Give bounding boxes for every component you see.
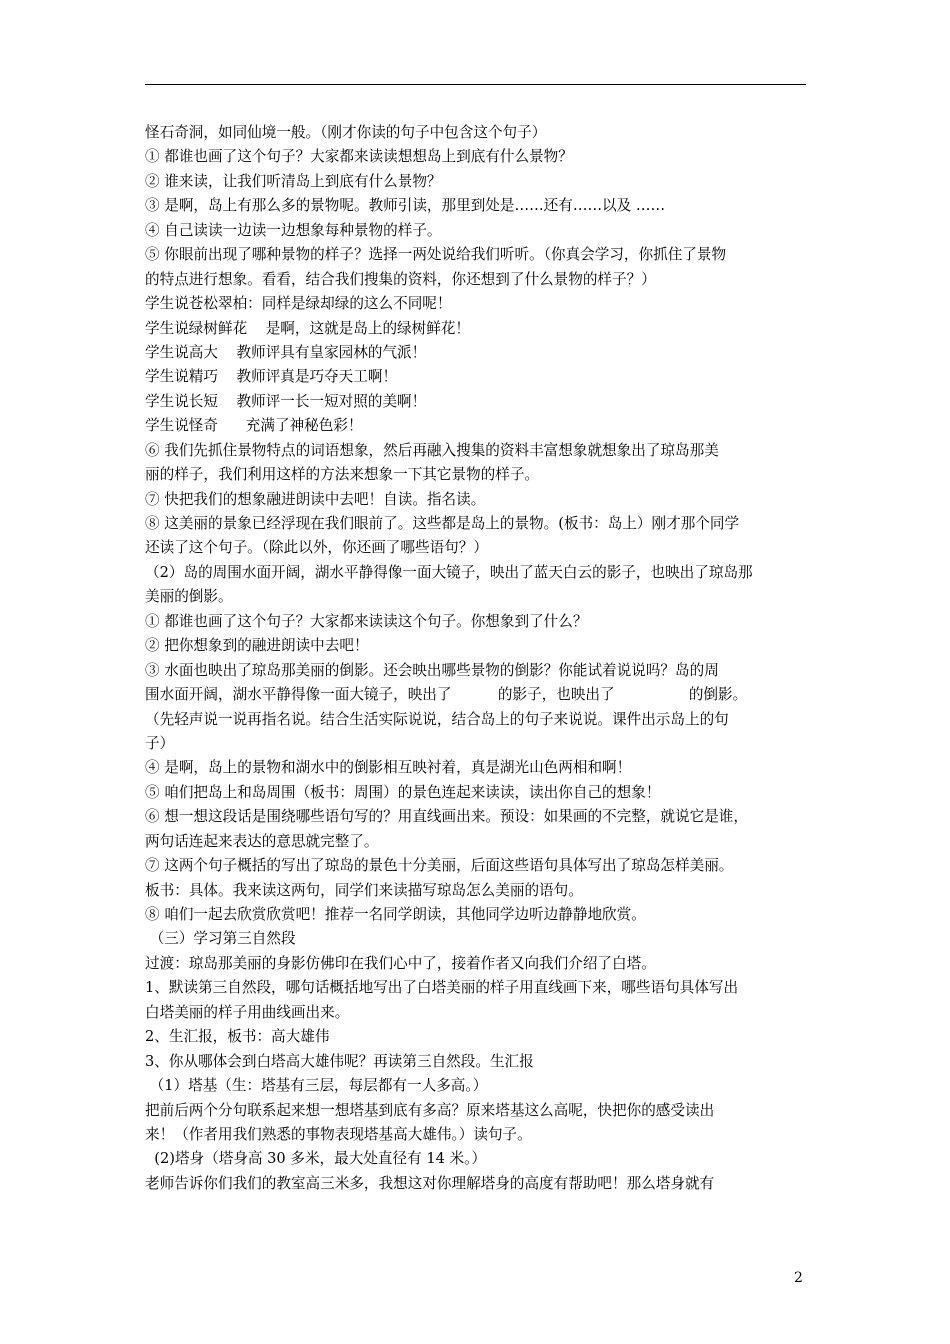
text-line: ⑦ 快把我们的想象融进朗读中去吧！自读。指名读。 [145,490,486,508]
text-line: 两句话连起来表达的意思就完整了。 [145,832,379,850]
text-line: 来！（作者用我们熟悉的事物表现塔基高大雄伟。）读句子。 [145,1125,532,1143]
text-line: ⑤ 你眼前出现了哪种景物的样子？选择一两处说给我们听听。（你真会学习，你抓住了景物 [145,246,727,264]
text-line: (2)塔身（塔身高 30 多米，最大处直径有 14 米。） [145,1150,487,1168]
text-line: 子） [145,734,175,752]
text-line: 3、你从哪体会到白塔高大雄伟呢？再读第三自然段。生汇报 [145,1052,534,1070]
text-line: 学生说精巧 教师评真是巧夺天工啊！ [145,368,398,386]
text-line: 把前后两个分句联系起来想一想塔基到底有多高？原来塔基这么高呢，快把你的感受读出 [145,1101,715,1119]
text-line: （先轻声说一说再指名说。结合生活实际说说，结合岛上的句子来说说。课件出示岛上的句 [145,710,729,728]
text-line: 学生说高大 教师评具有皇家园林的气派！ [145,343,427,361]
text-line: （2）岛的周围水面开阔，湖水平静得像一面大镜子，映出了蓝天白云的影子，也映出了琼岛那 [145,563,753,581]
text-line: ③ 水面也映出了琼岛那美丽的倒影。还会映出哪些景物的倒影？你能试着说说吗？岛的周 [145,661,719,679]
text-line: 老师告诉你们我们的教室高三米多，我想这对你理解塔身的高度有帮助吧！那么塔身就有 [145,1174,715,1192]
text-line: 怪石奇洞，如同仙境一般。（刚才你读的句子中包含这个句子） [145,124,547,141]
text-line: 2、生汇报，板书：高大雄伟 [145,1028,330,1046]
text-line: ⑧ 咱们一起去欣赏欣赏吧！推荐一名同学朗读，其他同学边听边静静地欣赏。 [145,906,646,923]
text-line: ⑤ 咱们把岛上和岛周围（板书：周围）的景色连起来读读，读出你自己的想象！ [145,783,661,801]
text-line: 围水面开阔，湖水平静得像一面大镜子，映出了 的影子，也映出了 的倒影。 [145,686,748,704]
text-line: 过渡：琼岛那美丽的身影仿佛印在我们心中了，接着作者又向我们介绍了白塔。 [145,954,656,972]
page-number: 2 [794,1270,803,1286]
text-line: 学生说绿树鲜花 是啊，这就是岛上的绿树鲜花！ [145,319,471,337]
text-line: 学生说长短 教师评一长一短对照的美啊！ [145,392,427,410]
text-line: 学生说怪奇 充满了神秘色彩！ [145,417,363,435]
text-line: 白塔美丽的样子用曲线画出来。 [145,1003,350,1021]
text-line: ④ 自己读读一边读一边想象每种景物的样子。 [145,221,442,239]
text-line: 还读了这个句子。（除此以外，你还画了哪些语句？） [145,539,488,557]
text-line: （三）学习第三自然段 [145,930,296,948]
text-line: ⑦ 这两个句子概括的写出了琼岛的景色十分美丽，后面这些语句具体写出了琼岛怎样美丽。 [145,857,734,875]
text-line: 学生说苍松翠柏：同样是绿却绿的这么不同呢！ [145,295,452,313]
text-line: ④ 是啊，岛上的景物和湖水中的倒影相互映衬着，真是湖光山色两相和啊！ [145,759,632,777]
text-line: （1）塔基（生：塔基有三层，每层都有一人多高。） [145,1077,488,1095]
text-line: ② 谁来读，让我们听清岛上到底有什么景物？ [145,172,442,190]
text-line: ⑧ 这美丽的景象已经浮现在我们眼前了。这些都是岛上的景物。(板书：岛上）刚才那个同学 [145,515,740,532]
text-line: 丽的样子，我们利用这样的方法来想象一下其它景物的样子。 [145,466,540,484]
text-line: 1、默读第三自然段，哪句话概括地写出了白塔美丽的样子用直线画下来，哪些语句具体写出 [145,979,739,997]
text-line: 板书：具体。我来读这两句，同学们来读描写琼岛怎么美丽的语句。 [145,881,583,899]
text-line: ② 把你想象到的融进朗读中去吧！ [145,637,369,655]
text-line: ⑥ 想一想这段话是围绕哪些语句写的？用直线画出来。预设：如果画的不完整，就说它是谁， [145,808,748,826]
text-line: ① 都谁也画了这个句子？大家都来读读想想岛上到底有什么景物？ [145,148,573,166]
header-rule [145,84,806,85]
text-line: ⑥ 我们先抓住景物特点的词语想象，然后再融入搜集的资料丰富想象就想象出了琼岛那美 [145,441,719,459]
text-line: ③ 是啊，岛上有那么多的景物呢。教师引读，那里到处是……还有……以及 …… [145,197,666,215]
text-line: 美丽的倒影。 [145,588,233,606]
text-line: 的特点进行想象。看看，结合我们搜集的资料，你还想到了什么景物的样子？） [145,270,656,288]
text-line: ① 都谁也画了这个句子？大家都来读读这个句子。你想象到了什么？ [145,612,588,630]
document-body [145,121,809,1196]
